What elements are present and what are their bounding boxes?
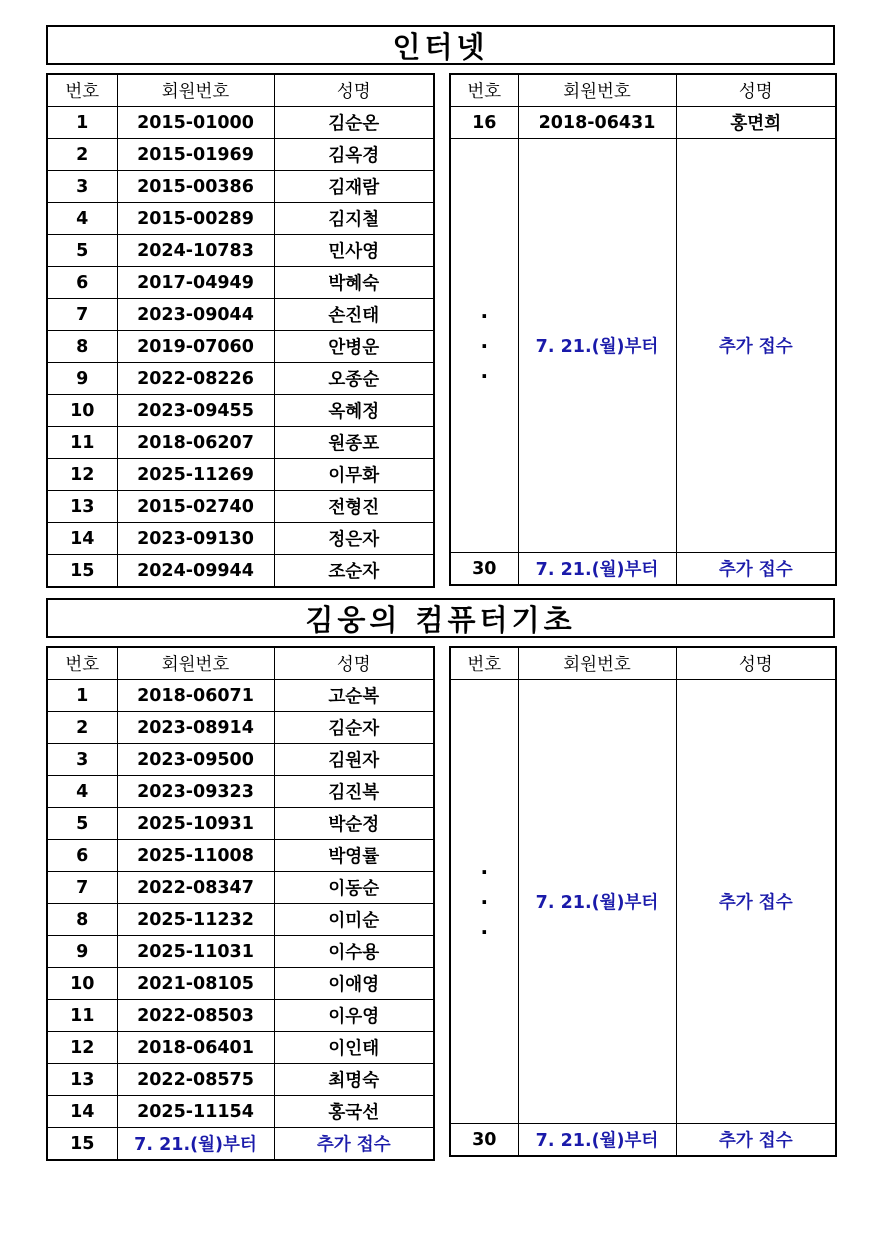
row-no: 5 [47, 235, 117, 267]
row-no: 2 [47, 712, 117, 744]
row-name: 이수용 [274, 936, 434, 968]
row-no: 8 [47, 331, 117, 363]
row-member-id: 2015-00386 [117, 171, 274, 203]
row-name: 박순정 [274, 808, 434, 840]
row-no: 16 [450, 107, 518, 139]
row-member-id: 2018-06431 [518, 107, 676, 139]
row-no: 10 [47, 395, 117, 427]
table-row [47, 744, 434, 776]
row-no: 3 [47, 171, 117, 203]
row-name: 원종포 [274, 427, 434, 459]
row-member-id: 2015-01000 [117, 107, 274, 139]
row-name: 김재람 [274, 171, 434, 203]
ellipsis-dot: · [480, 303, 489, 328]
col-header-name: 성명 [274, 647, 434, 680]
row-name: 이애영 [274, 968, 434, 1000]
table-row [47, 203, 434, 235]
ellipsis-dot: · [480, 889, 489, 914]
row-no: 3 [47, 744, 117, 776]
row-member-id: 2023-08914 [117, 712, 274, 744]
row-member-id: 2021-08105 [117, 968, 274, 1000]
row-no: 13 [47, 1064, 117, 1096]
row-member-id: 2023-09130 [117, 523, 274, 555]
row-name: 이무화 [274, 459, 434, 491]
col-header-member-id: 회원번호 [117, 74, 274, 107]
table-row [47, 235, 434, 267]
col-header-no: 번호 [47, 74, 117, 107]
row-no: 9 [47, 936, 117, 968]
row-no: 9 [47, 363, 117, 395]
row-member-id: 2023-09455 [117, 395, 274, 427]
table-row [450, 553, 836, 586]
row-no: 15 [47, 555, 117, 588]
table-row [47, 680, 434, 712]
row-name: 손진태 [274, 299, 434, 331]
placeholder-row [450, 680, 836, 1124]
note-text: 추가 접수 [274, 1128, 434, 1161]
header-row [450, 647, 836, 680]
row-no: 4 [47, 203, 117, 235]
row-member-id: 2023-09044 [117, 299, 274, 331]
row-name: 홍국선 [274, 1096, 434, 1128]
row-member-id: 2022-08503 [117, 1000, 274, 1032]
row-member-id: 2025-11154 [117, 1096, 274, 1128]
row-no: 2 [47, 139, 117, 171]
row-name: 홍면희 [676, 107, 836, 139]
row-no: 6 [47, 267, 117, 299]
row-no: 14 [47, 523, 117, 555]
col-header-name: 성명 [676, 647, 836, 680]
row-name: 김옥경 [274, 139, 434, 171]
table-row [47, 808, 434, 840]
row-member-id: 2022-08347 [117, 872, 274, 904]
row-no: 5 [47, 808, 117, 840]
col-header-name: 성명 [274, 74, 434, 107]
row-name: 안병운 [274, 331, 434, 363]
section-computer-basics [46, 598, 835, 1158]
note-date: 7. 21.(월)부터 [518, 139, 676, 553]
table-row [47, 1128, 434, 1161]
row-member-id: 2022-08226 [117, 363, 274, 395]
table-row [47, 555, 434, 588]
header-row [47, 647, 434, 680]
table-row [47, 904, 434, 936]
col-header-no: 번호 [450, 74, 518, 107]
table-row [47, 139, 434, 171]
row-name: 김진복 [274, 776, 434, 808]
row-no: 12 [47, 459, 117, 491]
row-member-id: 2018-06401 [117, 1032, 274, 1064]
roster-table-right [449, 73, 837, 586]
row-member-id: 2018-06207 [117, 427, 274, 459]
row-no: 7 [47, 872, 117, 904]
row-name: 이우영 [274, 1000, 434, 1032]
table-row [47, 1064, 434, 1096]
row-name: 이미순 [274, 904, 434, 936]
note-date: 7. 21.(월)부터 [518, 680, 676, 1124]
table-row [47, 171, 434, 203]
note-date: 7. 21.(월)부터 [117, 1128, 274, 1161]
row-name: 민사영 [274, 235, 434, 267]
table-row [450, 107, 836, 139]
roster-table-left [46, 73, 435, 588]
table-row [47, 872, 434, 904]
note-text: 추가 접수 [676, 680, 836, 1124]
row-name: 김순자 [274, 712, 434, 744]
table-row [47, 712, 434, 744]
row-no: 11 [47, 427, 117, 459]
ellipsis-cell [450, 139, 518, 553]
roster-table-left [46, 646, 435, 1161]
row-member-id: 2025-11232 [117, 904, 274, 936]
row-name: 고순복 [274, 680, 434, 712]
section-internet [46, 25, 835, 585]
col-header-no: 번호 [47, 647, 117, 680]
row-member-id: 2023-09500 [117, 744, 274, 776]
placeholder-row [450, 139, 836, 553]
row-name: 전형진 [274, 491, 434, 523]
row-no: 30 [450, 1124, 518, 1157]
section-title: 김웅의 컴퓨터기초 [46, 598, 835, 638]
table-row [47, 936, 434, 968]
col-header-member-id: 회원번호 [518, 647, 676, 680]
table-row [47, 1096, 434, 1128]
table-row [450, 1124, 836, 1157]
row-no: 1 [47, 680, 117, 712]
row-name: 옥혜정 [274, 395, 434, 427]
table-row [47, 331, 434, 363]
note-text: 추가 접수 [676, 139, 836, 553]
row-no: 15 [47, 1128, 117, 1161]
table-row [47, 968, 434, 1000]
col-header-no: 번호 [450, 647, 518, 680]
roster-table-right [449, 646, 837, 1157]
row-member-id: 2025-11031 [117, 936, 274, 968]
table-row [47, 363, 434, 395]
table-row [47, 840, 434, 872]
table-row [47, 459, 434, 491]
row-no: 10 [47, 968, 117, 1000]
row-no: 8 [47, 904, 117, 936]
col-header-name: 성명 [676, 74, 836, 107]
table-row [47, 267, 434, 299]
header-row [450, 74, 836, 107]
table-row [47, 427, 434, 459]
row-no: 13 [47, 491, 117, 523]
row-name: 김지철 [274, 203, 434, 235]
row-member-id: 2015-01969 [117, 139, 274, 171]
row-name: 박영률 [274, 840, 434, 872]
table-row [47, 776, 434, 808]
table-row [47, 107, 434, 139]
row-member-id: 2025-10931 [117, 808, 274, 840]
row-member-id: 2025-11008 [117, 840, 274, 872]
row-name: 오종순 [274, 363, 434, 395]
row-no: 6 [47, 840, 117, 872]
table-row [47, 395, 434, 427]
row-name: 김원자 [274, 744, 434, 776]
row-name: 박혜숙 [274, 267, 434, 299]
row-name: 김순온 [274, 107, 434, 139]
table-row [47, 491, 434, 523]
row-no: 14 [47, 1096, 117, 1128]
row-member-id: 2015-02740 [117, 491, 274, 523]
ellipsis-cell [450, 680, 518, 1124]
ellipsis-dot: · [480, 333, 489, 358]
row-member-id: 2018-06071 [117, 680, 274, 712]
ellipsis-dot: · [480, 363, 489, 388]
row-no: 12 [47, 1032, 117, 1064]
row-no: 30 [450, 553, 518, 586]
row-name: 이인태 [274, 1032, 434, 1064]
table-row [47, 523, 434, 555]
row-member-id: 2017-04949 [117, 267, 274, 299]
row-name: 조순자 [274, 555, 434, 588]
table-row [47, 1000, 434, 1032]
section-title: 인터넷 [46, 25, 835, 65]
table-row [47, 299, 434, 331]
header-row [47, 74, 434, 107]
row-member-id: 2024-09944 [117, 555, 274, 588]
col-header-member-id: 회원번호 [117, 647, 274, 680]
row-member-id: 2023-09323 [117, 776, 274, 808]
row-member-id: 2019-07060 [117, 331, 274, 363]
note-date: 7. 21.(월)부터 [518, 1124, 676, 1157]
row-no: 1 [47, 107, 117, 139]
row-member-id: 2015-00289 [117, 203, 274, 235]
row-member-id: 2022-08575 [117, 1064, 274, 1096]
note-text: 추가 접수 [676, 553, 836, 586]
note-date: 7. 21.(월)부터 [518, 553, 676, 586]
ellipsis-dot: · [480, 919, 489, 944]
row-name: 이동순 [274, 872, 434, 904]
row-member-id: 2025-11269 [117, 459, 274, 491]
col-header-member-id: 회원번호 [518, 74, 676, 107]
row-name: 최명숙 [274, 1064, 434, 1096]
note-text: 추가 접수 [676, 1124, 836, 1157]
table-row [47, 1032, 434, 1064]
row-name: 정은자 [274, 523, 434, 555]
ellipsis-dot: · [480, 859, 489, 884]
row-no: 11 [47, 1000, 117, 1032]
row-member-id: 2024-10783 [117, 235, 274, 267]
row-no: 4 [47, 776, 117, 808]
row-no: 7 [47, 299, 117, 331]
